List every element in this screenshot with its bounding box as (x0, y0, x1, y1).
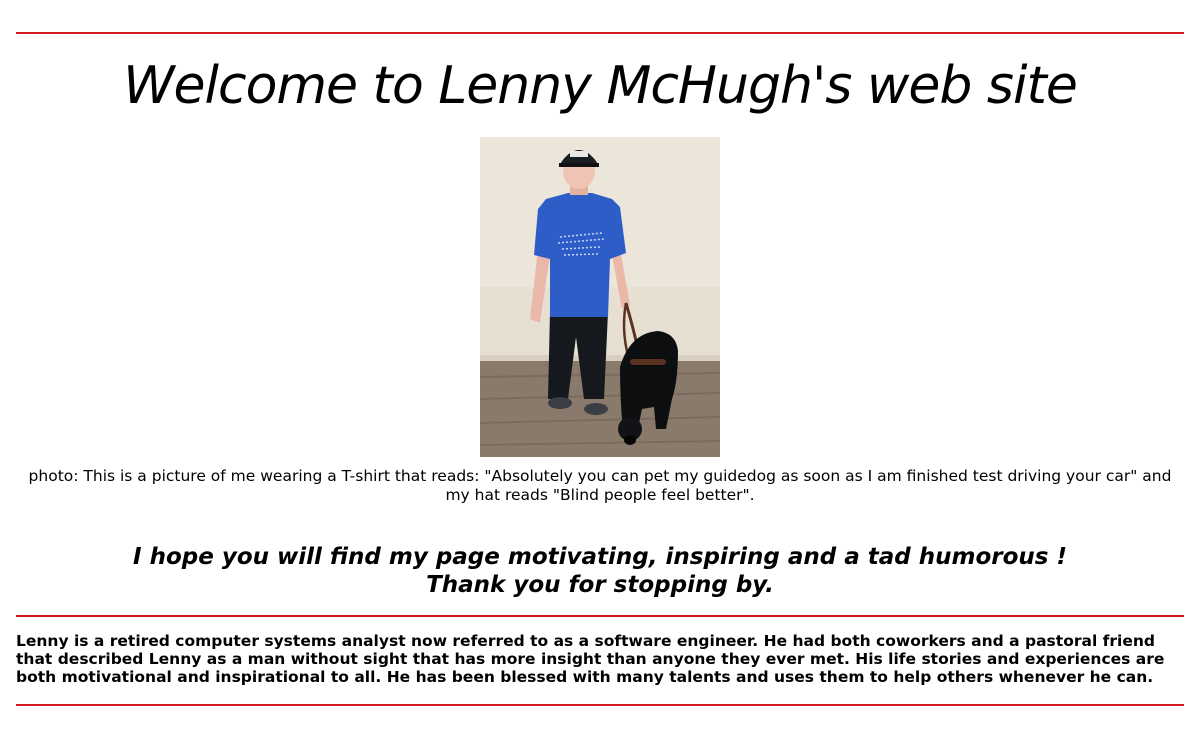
tagline-line-2: Thank you for stopping by. (426, 572, 774, 598)
tagline-line-1: I hope you will find my page motivating, inspiring and a tad humorous ! (133, 544, 1067, 570)
page-title: Welcome to Lenny McHugh's web site (123, 56, 1077, 116)
bottom-divider (16, 704, 1184, 706)
photo-caption: photo: This is a picture of me wearing a T-shirt that reads: "Absolutely you can pet my guidedog as soon as I am finished test driving your car" and my hat reads "Blind people feel better". (28, 467, 1172, 504)
profile-photo (480, 137, 720, 457)
top-divider (16, 32, 1184, 34)
bio-paragraph: Lenny is a retired computer systems analyst now referred to as a software engineer. He had both coworkers and a pastoral friend that described Lenny as a man without sight that has more insight than anyone they ever met. His life stories and experiences are both motivational and inspirational to all. He has been blessed with many talents and uses them to help others whenever he can. (16, 632, 1165, 686)
tagline (0, 543, 1200, 599)
middle-divider (16, 615, 1184, 617)
